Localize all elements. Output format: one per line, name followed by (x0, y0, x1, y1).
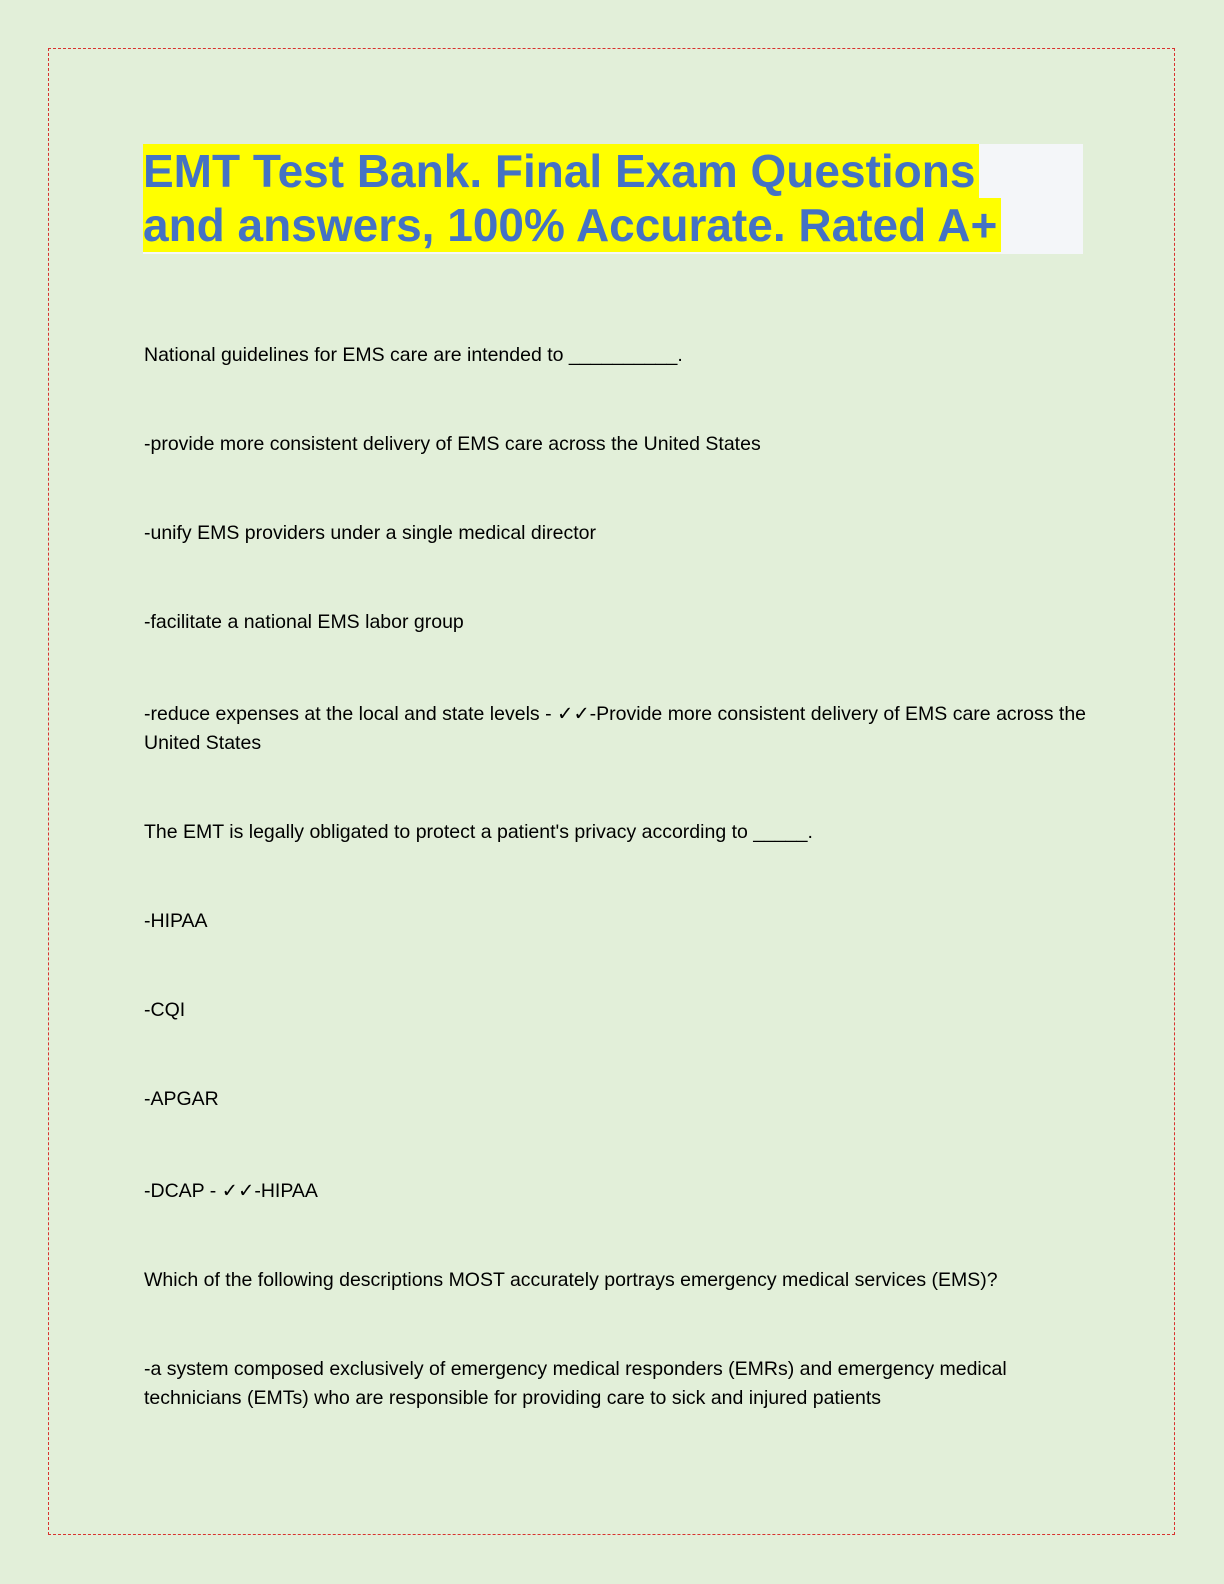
option-text: -provide more consistent delivery of EMS care across the United States (144, 433, 761, 455)
option-text: -CQI (144, 999, 186, 1021)
question-1: National guidelines for EMS care are intended to __________. (144, 344, 683, 366)
document-title (143, 144, 1083, 254)
option-with-answer: -reduce expenses at the local and state levels - ✓✓-Provide more consistent delivery of EMS care across the United States (144, 703, 1087, 754)
question-2: The EMT is legally obligated to protect a patient's privacy according to _____. (144, 821, 813, 843)
option-text: -facilitate a national EMS labor group (144, 611, 464, 633)
option-text: -a system composed exclusively of emergency medical responders (EMRs) and emergency medical technicians (EMTs) who are responsible for providing care to sick and injured patients (144, 1358, 1007, 1409)
title-line-1: EMT Test Bank. Final Exam Questions (143, 144, 979, 198)
page-border (48, 48, 1175, 1535)
option-text: -unify EMS providers under a single medical director (144, 522, 596, 544)
question-3: Which of the following descriptions MOST accurately portrays emergency medical services (EMS)? (144, 1269, 998, 1291)
title-line-2: and answers, 100% Accurate. Rated A+ (143, 198, 1001, 252)
option-text: -HIPAA (144, 910, 208, 932)
option-text: -APGAR (144, 1088, 219, 1110)
option-with-answer: -DCAP - ✓✓-HIPAA (144, 1180, 318, 1202)
